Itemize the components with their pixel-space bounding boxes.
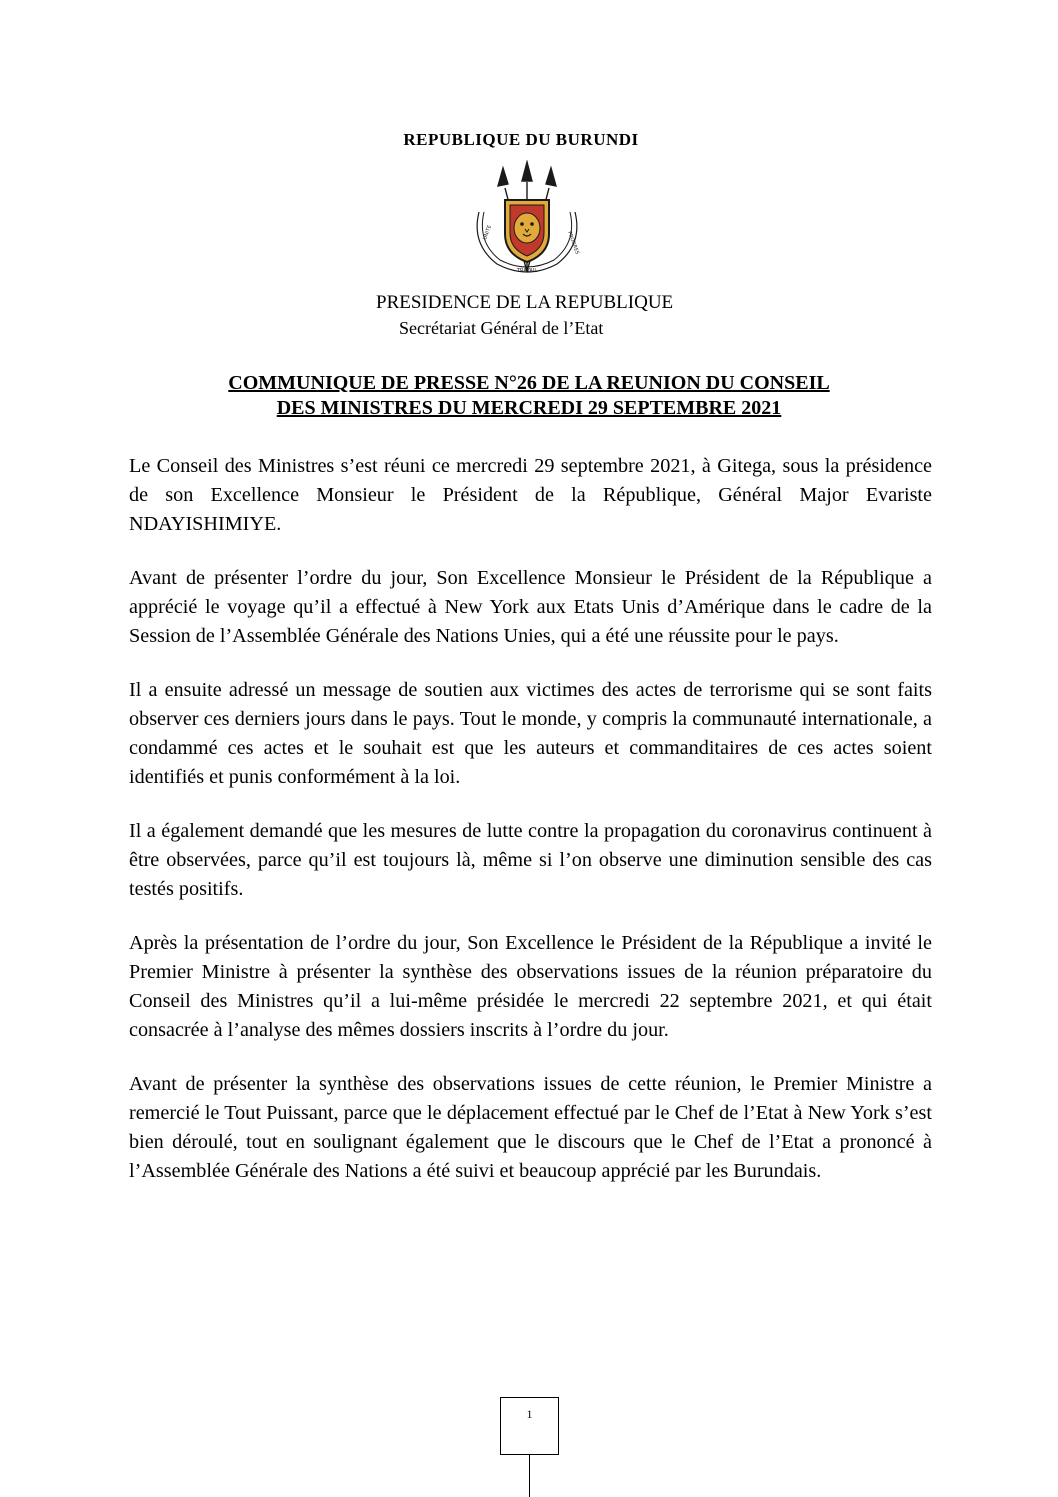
document-body [129,452,932,1211]
coat-of-arms-emblem [467,160,587,285]
svg-text:UNITE: UNITE [482,224,494,241]
document-title-line-1: COMMUNIQUE DE PRESSE N°26 DE LA REUNION DU CONSEIL [228,372,830,394]
paragraph: Il a également demandé que les mesures de lutte contre la propagation du coronavirus continuent à être observées, parce qu’il est toujours là, même si l’on observe une diminution sensible des cas testés positifs. [129,820,932,900]
paragraph: Avant de présenter la synthèse des observations issues de cette réunion, le Premier Ministre a remercié le Tout Puissant, parce que le déplacement effectué par le Chef de l’Etat à New York s’est bien déroulé, tout en soulignant également que le discours que le Chef de l’Etat a prononcé à l’Assemblée Générale des Nations a été suivi et beaucoup apprécié par les Burundais. [129,1073,932,1182]
svg-text:TRAVAIL: TRAVAIL [516,268,538,274]
document-title-line-2: DES MINISTRES DU MERCREDI 29 SEPTEMBRE 2021 [276,397,782,419]
paragraph: Après la présentation de l’ordre du jour, Son Excellence le Président de la République a invité le Premier Ministre à présenter la synthèse des observations issues de la réunion préparatoire du Conseil des Ministres qu’il a lui-même présidée le mercredi 22 septembre 2021, et qui était consacrée à l’analyse des mêmes dossiers inscrits à l’ordre du jour. [129,932,932,1041]
presidency-heading: PRESIDENCE DE LA REPUBLIQUE [376,292,674,313]
page-number-divider [529,1455,530,1497]
document-title [129,371,929,421]
svg-text:PROGRES: PROGRES [566,230,581,256]
paragraph: Le Conseil des Ministres s’est réuni ce mercredi 29 septembre 2021, à Gitega, sous la présidence de son Excellence Monsieur le Président de la République, Général Major Evariste NDAYISHIMIYE. [129,455,932,535]
page-number: 1 [500,1397,559,1455]
paragraph: Il a ensuite adressé un message de soutien aux victimes des actes de terrorisme qui se sont faits observer ces derniers jours dans le pays. Tout le monde, y compris la communauté internationale, a condammé ces actes et le souhait est que les auteurs et commanditaires de ces actes soient identifiés et punis conformément à la loi. [129,679,932,788]
paragraph: Avant de présenter l’ordre du jour, Son Excellence Monsieur le Président de la République a apprécié le voyage qu’il a effectué à New York aux Etats Unis d’Amérique dans le cadre de la Session de l’Assemblée Générale des Nations Unies, qui a été une réussite pour le pays. [129,567,932,647]
secretariat-heading: Secrétariat Général de l’Etat [399,318,604,338]
country-heading: REPUBLIQUE DU BURUNDI [403,130,639,149]
